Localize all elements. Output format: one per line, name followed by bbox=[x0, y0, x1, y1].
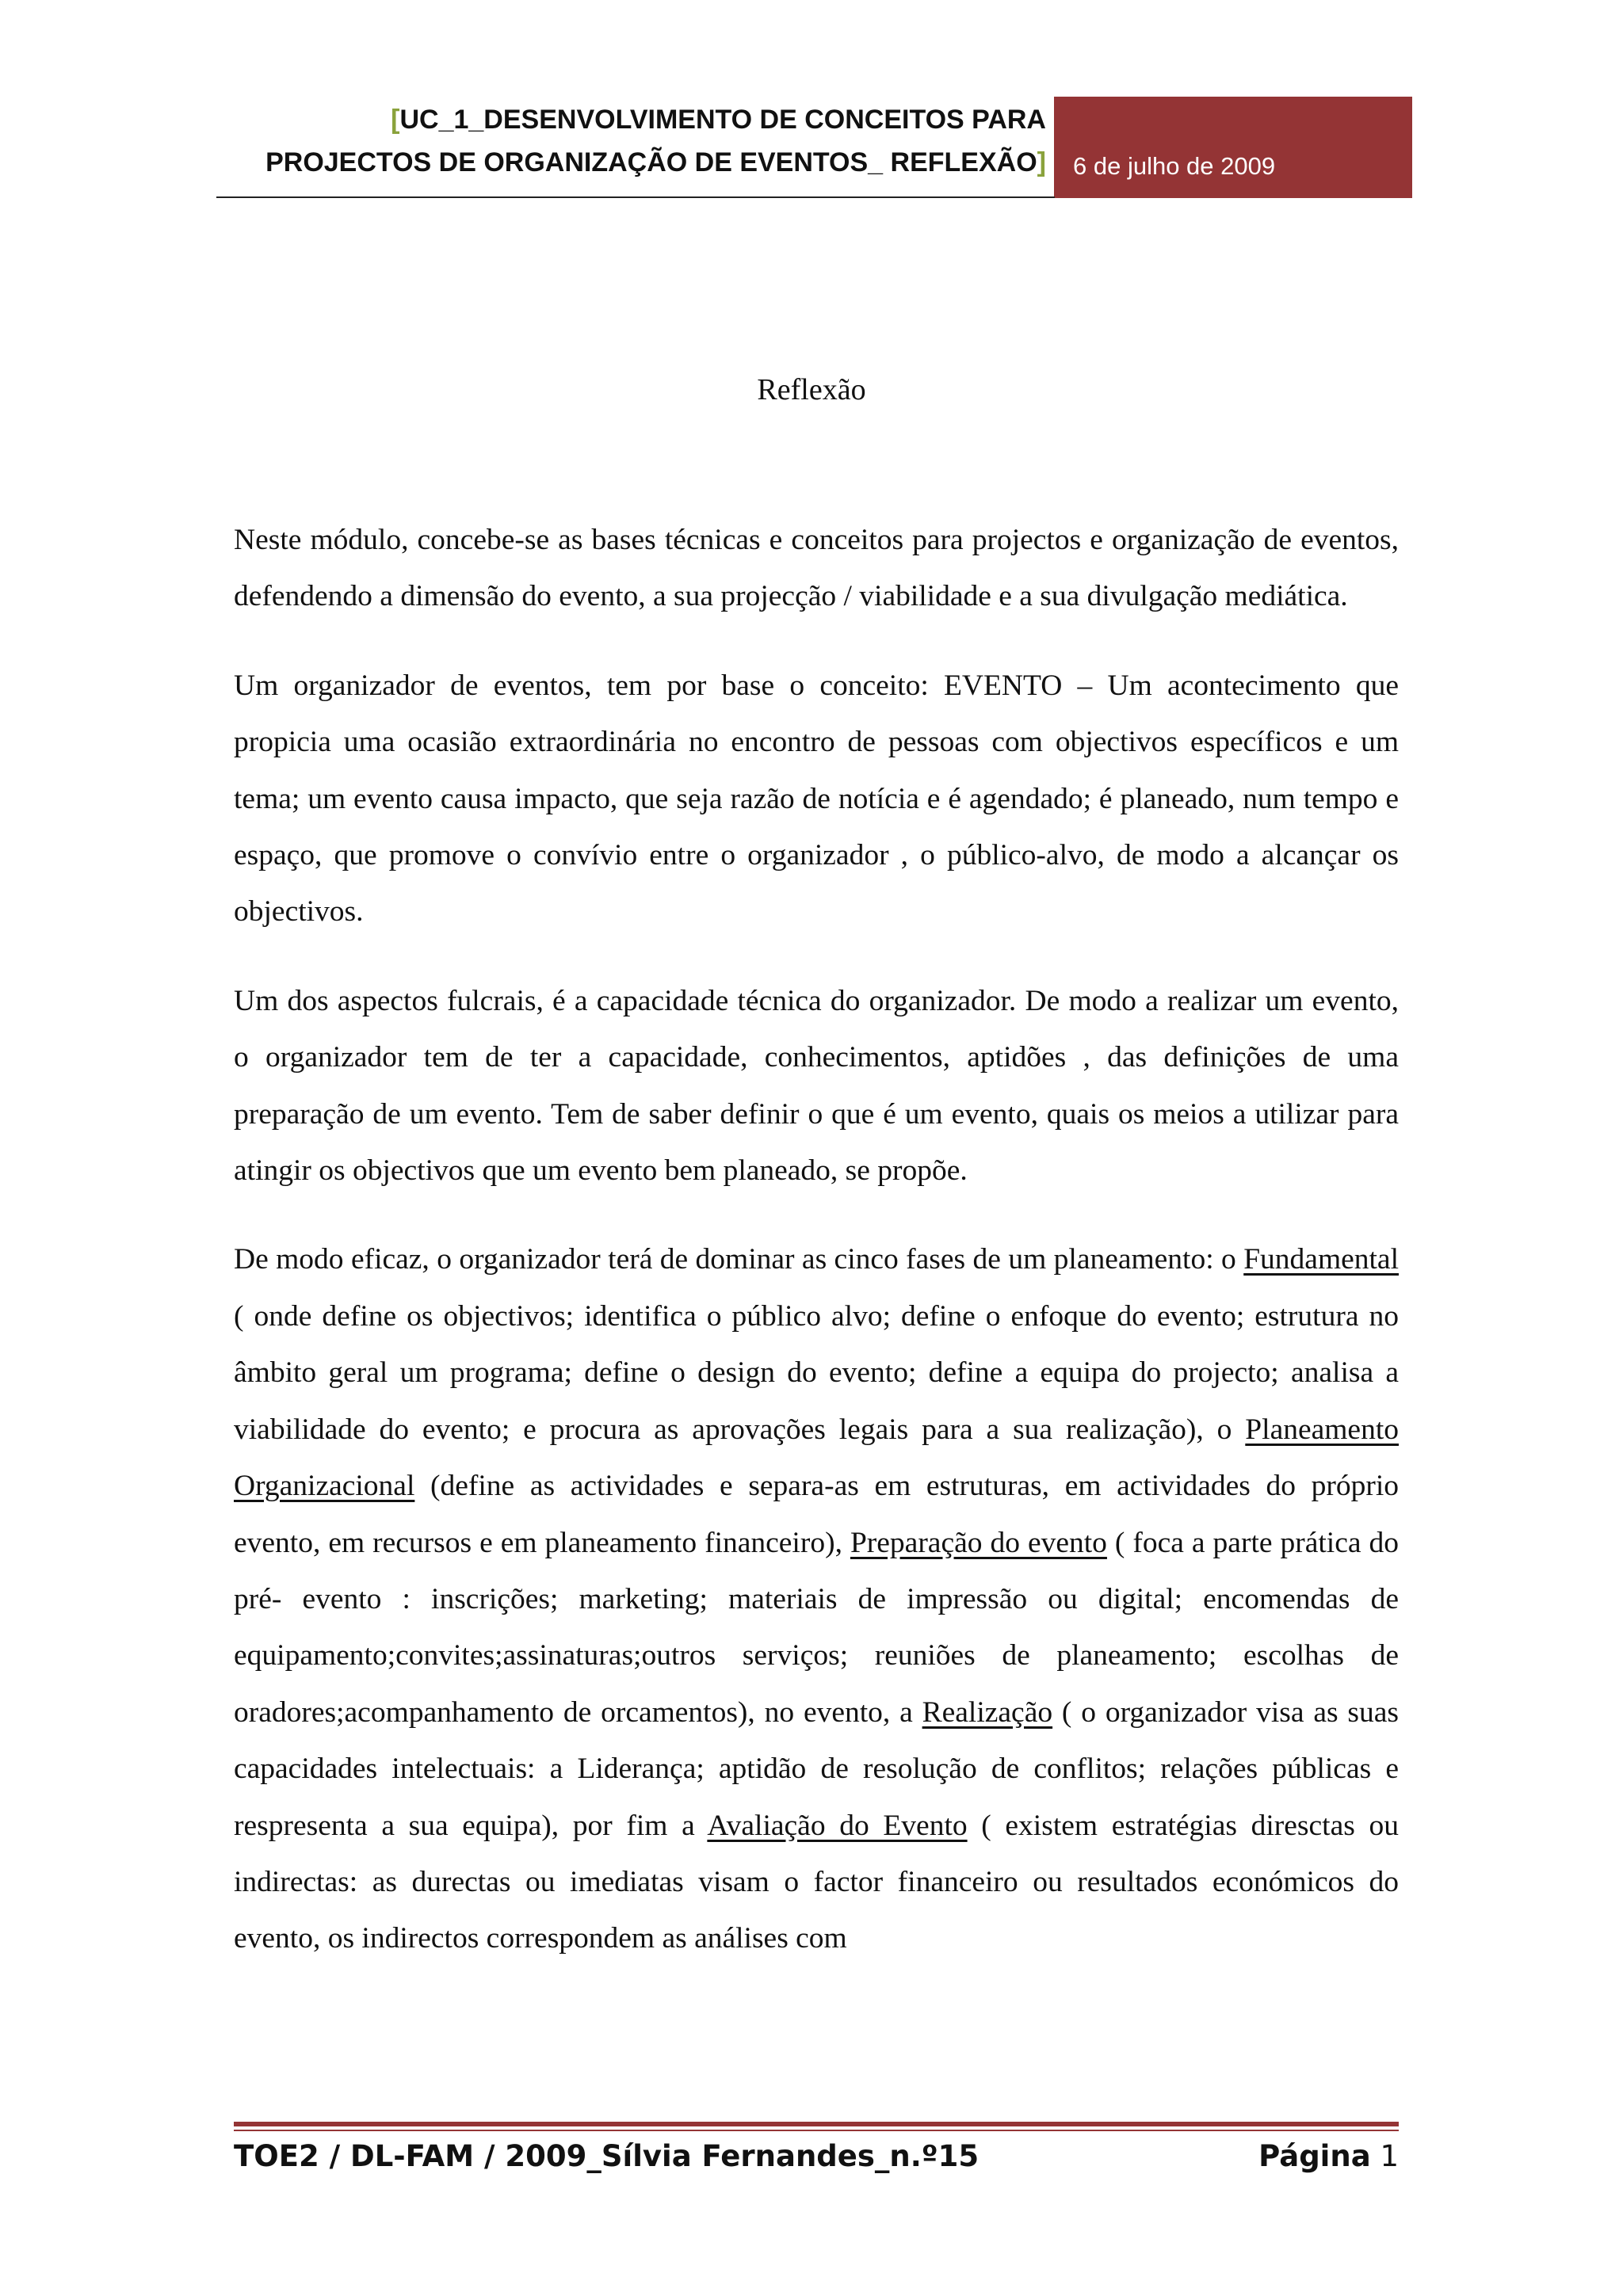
header-date: 6 de julho de 2009 bbox=[1073, 152, 1276, 180]
header-title-line2-text: PROJECTOS DE ORGANIZAÇÃO DE EVENTOS_ REFLEXÃO bbox=[265, 147, 1037, 177]
paragraph-2: Um organizador de eventos, tem por base o conceito: EVENTO – Um acontecimento que propicia uma ocasião extraordinária no encontro de pessoas com objectivos específicos e um tema; um evento causa impacto, que seja razão de notícia e é agendado; é planeado, num tempo e espaço, que promove o convívio entre o organizador , o público-alvo, de modo a alcançar os objectivos. bbox=[234, 669, 1399, 929]
header-title-line1-text: UC_1_DESENVOLVIMENTO DE CONCEITOS PARA bbox=[399, 105, 1046, 135]
paragraph-4-text: ( foca a parte prática do pré- evento : inscrições; marketing; materiais de impressão ou digital; encomendas de equipamento;convites;assinaturas;outros serviços; reuniões de planeamento; escolhas de oradores;acompanhamento de orcamentos), no evento, a bbox=[234, 1526, 1399, 1729]
phase-fundamental: Fundamental bbox=[1243, 1243, 1399, 1276]
header-close-bracket: ] bbox=[1037, 147, 1046, 177]
footer-page bbox=[1258, 2139, 1399, 2173]
document-title: Reflexão bbox=[757, 373, 866, 406]
paragraph-1: Neste módulo, concebe-se as bases técnicas e conceitos para projectos e organização de eventos, defendendo a dimensão do evento, a sua projecção / viabilidade e a sua divulgação mediática. bbox=[234, 524, 1399, 613]
header-date-box bbox=[1054, 97, 1412, 198]
footer-divider-thin bbox=[234, 2130, 1399, 2131]
paragraph-3: Um dos aspectos fulcrais, é a capacidade técnica do organizador. De modo a realizar um evento, o organizador tem de ter a capacidade, conhecimentos, aptidões , das definições de uma preparação de um evento. Tem de saber definir o que é um evento, quais os meios a utilizar para atingir os objectivos que um evento bem planeado, se propõe. bbox=[234, 984, 1399, 1188]
phase-avaliacao-evento: Avaliação do Evento bbox=[707, 1809, 968, 1842]
phase-preparacao-evento: Preparação do evento bbox=[850, 1526, 1107, 1559]
header-title bbox=[214, 98, 1046, 184]
header-open-bracket: [ bbox=[391, 105, 400, 135]
paragraph-4-text: (define as actividades e separa-as em estruturas, em actividades do próprio evento, em recursos e em planeamento financeiro), bbox=[234, 1470, 1399, 1559]
footer-author: TOE2 / DL-FAM / 2009_Sílvia Fernandes_n.º15 bbox=[234, 2139, 980, 2173]
footer-page-label: Página bbox=[1258, 2139, 1371, 2173]
paragraph-4-text: ( existem estratégias diresctas ou indirectas: as durectas ou imediatas visam o factor financeiro ou resultados económicos do evento, os indirectos correspondem as análises com bbox=[234, 1809, 1399, 1955]
paragraph-4 bbox=[234, 1231, 1399, 1966]
paragraph-4-text: ( onde define os objectivos; identifica o público alvo; define o enfoque do evento; estrutura no âmbito geral um programa; define o design do evento; define a equipa do projecto; analisa a viabilidade do evento; e procura as aprovações legais para a sua realização), o bbox=[234, 1299, 1399, 1446]
document-body bbox=[234, 512, 1399, 2000]
phase-realizacao: Realização bbox=[922, 1695, 1053, 1729]
header-divider bbox=[216, 196, 1055, 198]
footer-divider-thick bbox=[234, 2122, 1399, 2126]
paragraph-4-text: De modo eficaz, o organizador terá de dominar as cinco fases de um planeamento: o bbox=[234, 1243, 1244, 1276]
header-title-line1 bbox=[214, 98, 1046, 141]
paragraph-4-text: ( o organizador visa as suas capacidades intelectuais: a Liderança; aptidão de resolução de conflitos; relações públicas e respresenta a sua equipa), por fim a bbox=[234, 1695, 1399, 1842]
phase-planeamento-organizacional: Planeamento Organizacional bbox=[234, 1413, 1399, 1503]
footer-page-number: 1 bbox=[1380, 2139, 1399, 2173]
header-title-line2 bbox=[214, 141, 1046, 184]
